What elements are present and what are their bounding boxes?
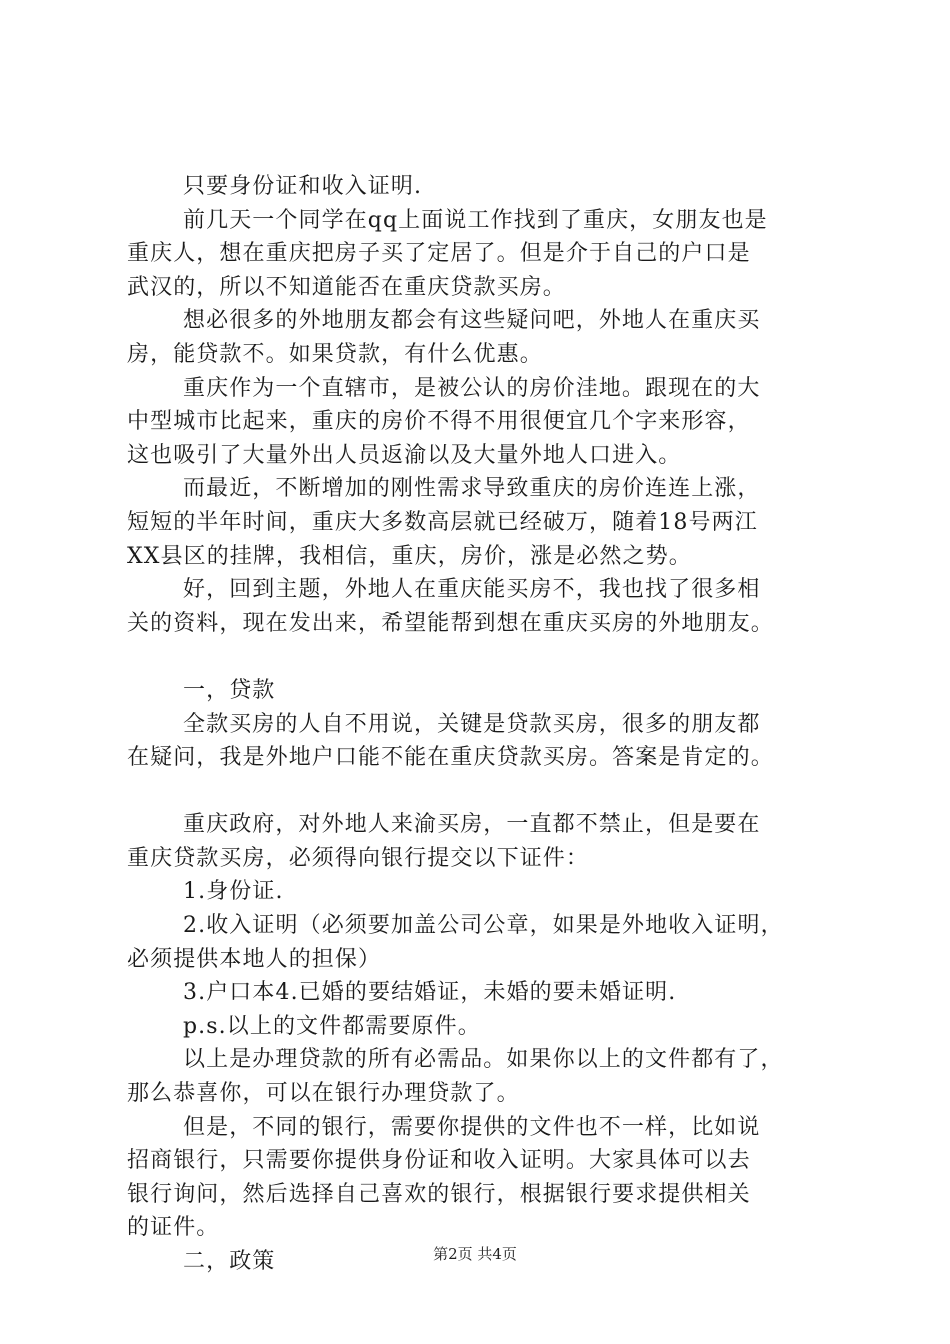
list-item: 3.户口本4.已婚的要结婚证，未婚的要未婚证明. [183,980,677,1006]
paragraph-line: 中型城市比起来，重庆的房价不得不用很便宜几个字来形容， [127,409,751,435]
paragraph-line: 重庆人，想在重庆把房子买了定居了。但是介于自己的户口是 [127,241,751,267]
paragraph-line: 想必很多的外地朋友都会有这些疑问吧，外地人在重庆买 [183,308,761,334]
paragraph-line: 好，回到主题，外地人在重庆能买房不，我也找了很多相 [183,577,761,603]
paragraph-line: 重庆贷款买房，必须得向银行提交以下证件： [127,845,590,871]
paragraph-line: 这也吸引了大量外出人员返渝以及大量外地人口进入。 [127,442,682,468]
section-heading: 二，政策 [183,1249,276,1274]
paragraph-line: 以上是办理贷款的所有必需品。如果你以上的文件都有了， [183,1047,784,1073]
page-number-footer: 第2页 共4页 [433,1245,517,1263]
document-body [127,170,835,1279]
paragraph-line: 招商银行，只需要你提供身份证和收入证明。大家具体可以去 [127,1148,751,1174]
paragraph-line: 银行询问，然后选择自己喜欢的银行，根据银行要求提供相关 [127,1181,751,1207]
paragraph-line: 武汉的，所以不知道能否在重庆贷款买房。 [127,274,566,300]
paragraph-line: 重庆作为一个直辖市，是被公认的房价洼地。跟现在的大 [183,375,761,401]
paragraph-line: 在疑问，我是外地户口能不能在重庆贷款买房。答案是肯定的。 [127,745,774,771]
paragraph-line: 那么恭喜你，可以在银行办理贷款了。 [127,1081,520,1107]
list-item-continuation: 必须提供本地人的担保） [127,946,382,972]
paragraph-line: 只要身份证和收入证明. [183,174,423,199]
paragraph-line: XX县区的挂牌，我相信，重庆，房价，涨是必然之势。 [127,543,692,569]
section-heading: 一，贷款 [183,677,276,703]
paragraph-line: 前几天一个同学在qq上面说工作找到了重庆，女朋友也是 [183,207,768,233]
paragraph-line: 但是，不同的银行，需要你提供的文件也不一样，比如说 [183,1114,761,1140]
paragraph-line: 短短的半年时间，重庆大多数高层就已经破万，随着18号两江 [127,509,758,535]
paragraph-line: 而最近，不断增加的刚性需求导致重庆的房价连连上涨， [183,476,761,502]
list-item: 2.收入证明（必须要加盖公司公章，如果是外地收入证明， [183,913,784,939]
list-item: 1.身份证. [183,879,284,905]
paragraph-line: 关的资料，现在发出来，希望能帮到想在重庆买房的外地朋友。 [127,610,774,636]
paragraph-line: 房，能贷款不。如果贷款，有什么优惠。 [127,341,543,367]
paragraph-line: 全款买房的人自不用说，关键是贷款买房，很多的朋友都 [183,711,761,737]
paragraph-line: 的证件。 [127,1215,220,1241]
paragraph-spacer [127,640,835,674]
paragraph-spacer [127,775,835,809]
paragraph-line: p.s.以上的文件都需要原件。 [183,1013,481,1039]
paragraph-line: 重庆政府，对外地人来渝买房，一直都不禁止，但是要在 [183,812,761,838]
